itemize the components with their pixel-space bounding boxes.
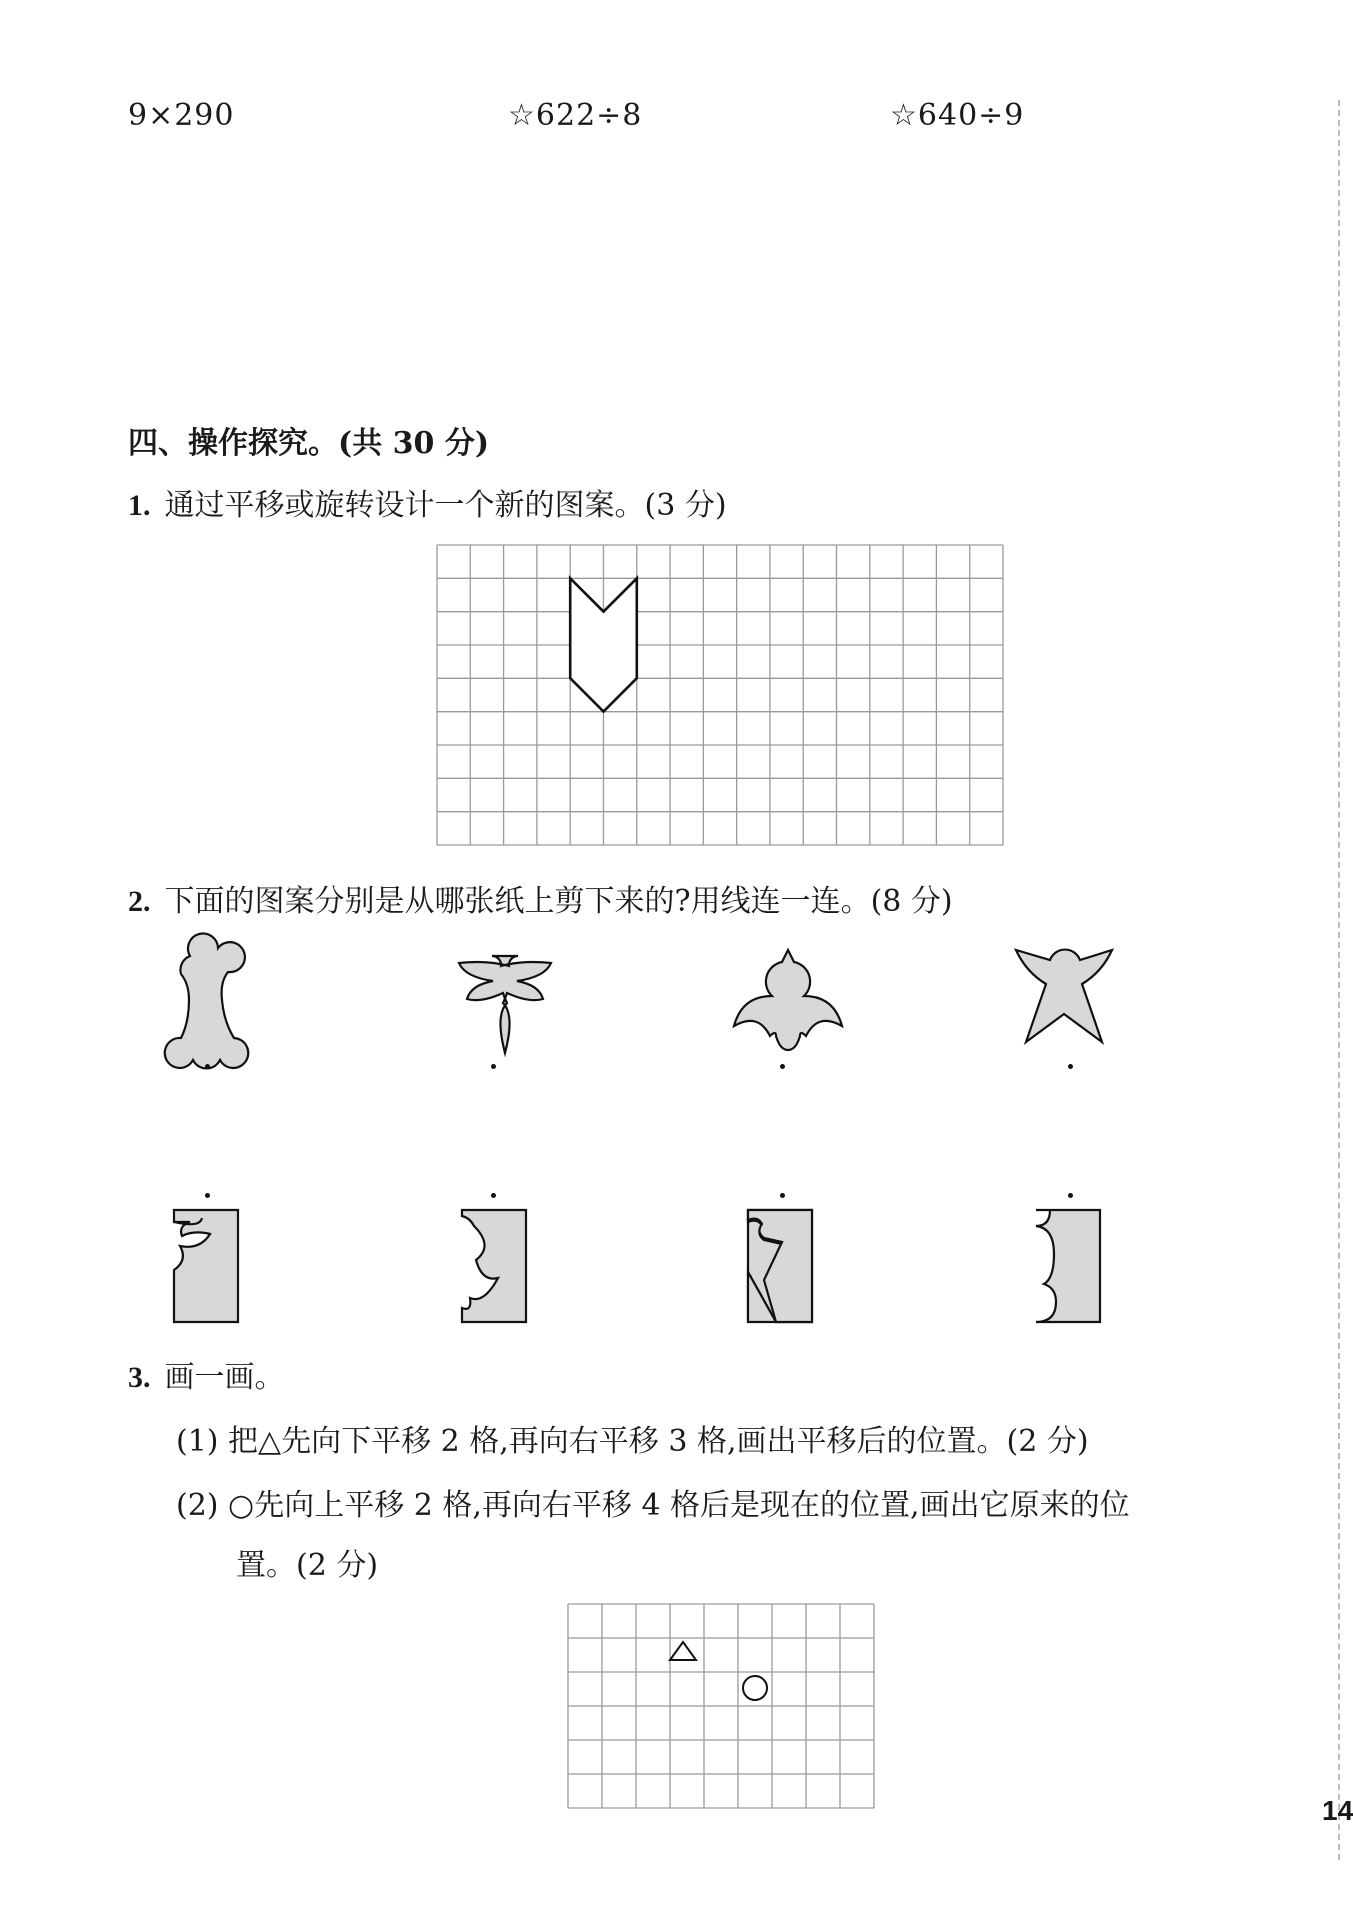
match-dot-top-3[interactable] [780,1064,785,1069]
question-2 [128,876,953,920]
question-2-text: 下面的图案分别是从哪张纸上剪下来的?用线连一连。(8 分) [164,884,953,919]
question-3-number: 3. [128,1361,151,1394]
question-1 [128,480,727,524]
design-grid [437,545,1003,845]
dragonfly-shape [430,948,555,1058]
translation-grid [568,1604,874,1808]
question-2-number: 2. [128,885,151,918]
question-3-sub-1: (1) 把△先向下平移 2 格,再向右平移 3 格,画出平移后的位置。(2 分) [176,1424,1089,1459]
calc-item-3: ☆640÷9 [890,98,1025,133]
question-1-text: 通过平移或旋转设计一个新的图案。(3 分) [164,488,727,523]
match-dot-top-2[interactable] [491,1064,496,1069]
match-dot-bottom-2[interactable] [491,1193,496,1198]
calc-item-2: ☆622÷8 [508,98,643,133]
match-dot-top-1[interactable] [205,1064,210,1069]
question-3-text: 画一画。 [164,1360,285,1395]
match-dot-bottom-4[interactable] [1068,1193,1073,1198]
question-3 [128,1352,285,1396]
paper-piece-1 [172,1208,242,1324]
bird-shape [733,945,843,1057]
match-dot-bottom-1[interactable] [205,1193,210,1198]
paper-piece-2 [460,1208,530,1324]
calc-item-1: 9×290 [128,98,235,133]
star-person-shape [1015,940,1115,1050]
section-title: 四、操作探究。(共 30 分) [128,426,490,461]
binding-line [1338,100,1340,1860]
question-3-sub-2-cont: 置。(2 分) [236,1548,379,1583]
bone-shape [170,938,245,1068]
page-number: 14 [1322,1795,1353,1826]
paper-piece-3 [746,1208,816,1324]
paper-piece-4 [1034,1208,1104,1324]
question-1-number: 1. [128,489,151,522]
triangle-shape [670,1642,696,1660]
match-dot-bottom-3[interactable] [780,1193,785,1198]
match-dot-top-4[interactable] [1068,1064,1073,1069]
circle-shape [743,1676,767,1700]
question-3-sub-2: (2) ○先向上平移 2 格,再向右平移 4 格后是现在的位置,画出它原来的位 [176,1488,1130,1523]
